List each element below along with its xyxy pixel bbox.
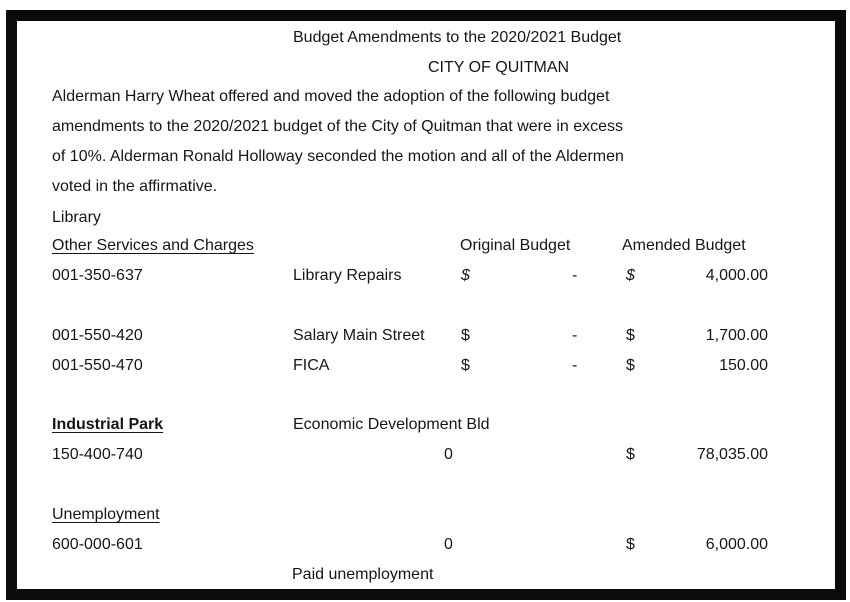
- library-section-line: [0, 203, 850, 233]
- intro-paragraph-line: [0, 172, 850, 202]
- intro-text: amendments to the 2020/2021 budget of the City of Quitman that were in excess: [52, 118, 624, 135]
- intro-text: voted in the affirmative.: [52, 178, 218, 195]
- title-line: [0, 23, 850, 53]
- section-label-unemployment: Unemployment: [52, 506, 160, 523]
- table-row: [0, 530, 850, 560]
- intro-paragraph-line: [0, 82, 850, 112]
- original-value: 0: [444, 536, 453, 553]
- original-dollar-sign: $: [461, 357, 470, 374]
- section-label-industrial-park: Industrial Park: [52, 416, 164, 433]
- footnote-line: [0, 560, 850, 590]
- city-line: [0, 53, 850, 83]
- industrial-park-heading-line: [0, 410, 850, 440]
- table-row: [0, 321, 850, 351]
- original-value: -: [572, 357, 578, 374]
- line-item-description: FICA: [293, 357, 330, 374]
- intro-paragraph-line: [0, 112, 850, 142]
- account-number: 001-550-470: [52, 357, 143, 374]
- line-item-description: Salary Main Street: [293, 327, 425, 344]
- intro-text: Alderman Harry Wheat offered and moved the adoption of the following budget: [52, 88, 610, 105]
- amended-dollar-sign: $: [626, 267, 635, 284]
- amended-dollar-sign: $: [626, 357, 635, 374]
- amended-dollar-sign: $: [626, 327, 635, 344]
- document-title: Budget Amendments to the 2020/2021 Budget: [293, 29, 622, 46]
- table-row: [0, 261, 850, 291]
- account-number: 001-350-637: [52, 267, 143, 284]
- paid-unemployment-note: Paid unemployment: [292, 566, 434, 583]
- document-subtitle: CITY OF QUITMAN: [428, 59, 570, 76]
- line-item-description: Economic Development Bld: [293, 416, 490, 433]
- column-header-original-budget: Original Budget: [460, 237, 571, 254]
- original-value: -: [572, 327, 578, 344]
- table-header-row: [0, 231, 850, 261]
- line-item-description: Library Repairs: [293, 267, 402, 284]
- unemployment-heading-line: [0, 500, 850, 530]
- table-row: [0, 440, 850, 470]
- amended-amount: 78,035.00: [696, 446, 768, 463]
- amended-amount: 4,000.00: [705, 267, 768, 284]
- amended-dollar-sign: $: [626, 446, 635, 463]
- table-row: [0, 351, 850, 381]
- amended-amount: 1,700.00: [705, 327, 768, 344]
- account-number: 150-400-740: [52, 446, 143, 463]
- intro-paragraph-line: [0, 142, 850, 172]
- amended-dollar-sign: $: [626, 536, 635, 553]
- original-dollar-sign: $: [461, 267, 470, 284]
- original-value: -: [572, 267, 578, 284]
- column-header-amended-budget: Amended Budget: [622, 237, 746, 254]
- intro-text: of 10%. Alderman Ronald Holloway seconded the motion and all of the Aldermen: [52, 148, 624, 165]
- section-label-library: Library: [52, 209, 101, 226]
- original-dollar-sign: $: [461, 327, 470, 344]
- amended-amount: 6,000.00: [705, 536, 768, 553]
- account-number: 600-000-601: [52, 536, 143, 553]
- amended-amount: 150.00: [719, 357, 768, 374]
- subheading-other-services: Other Services and Charges: [52, 237, 254, 254]
- original-value: 0: [444, 446, 453, 463]
- account-number: 001-550-420: [52, 327, 143, 344]
